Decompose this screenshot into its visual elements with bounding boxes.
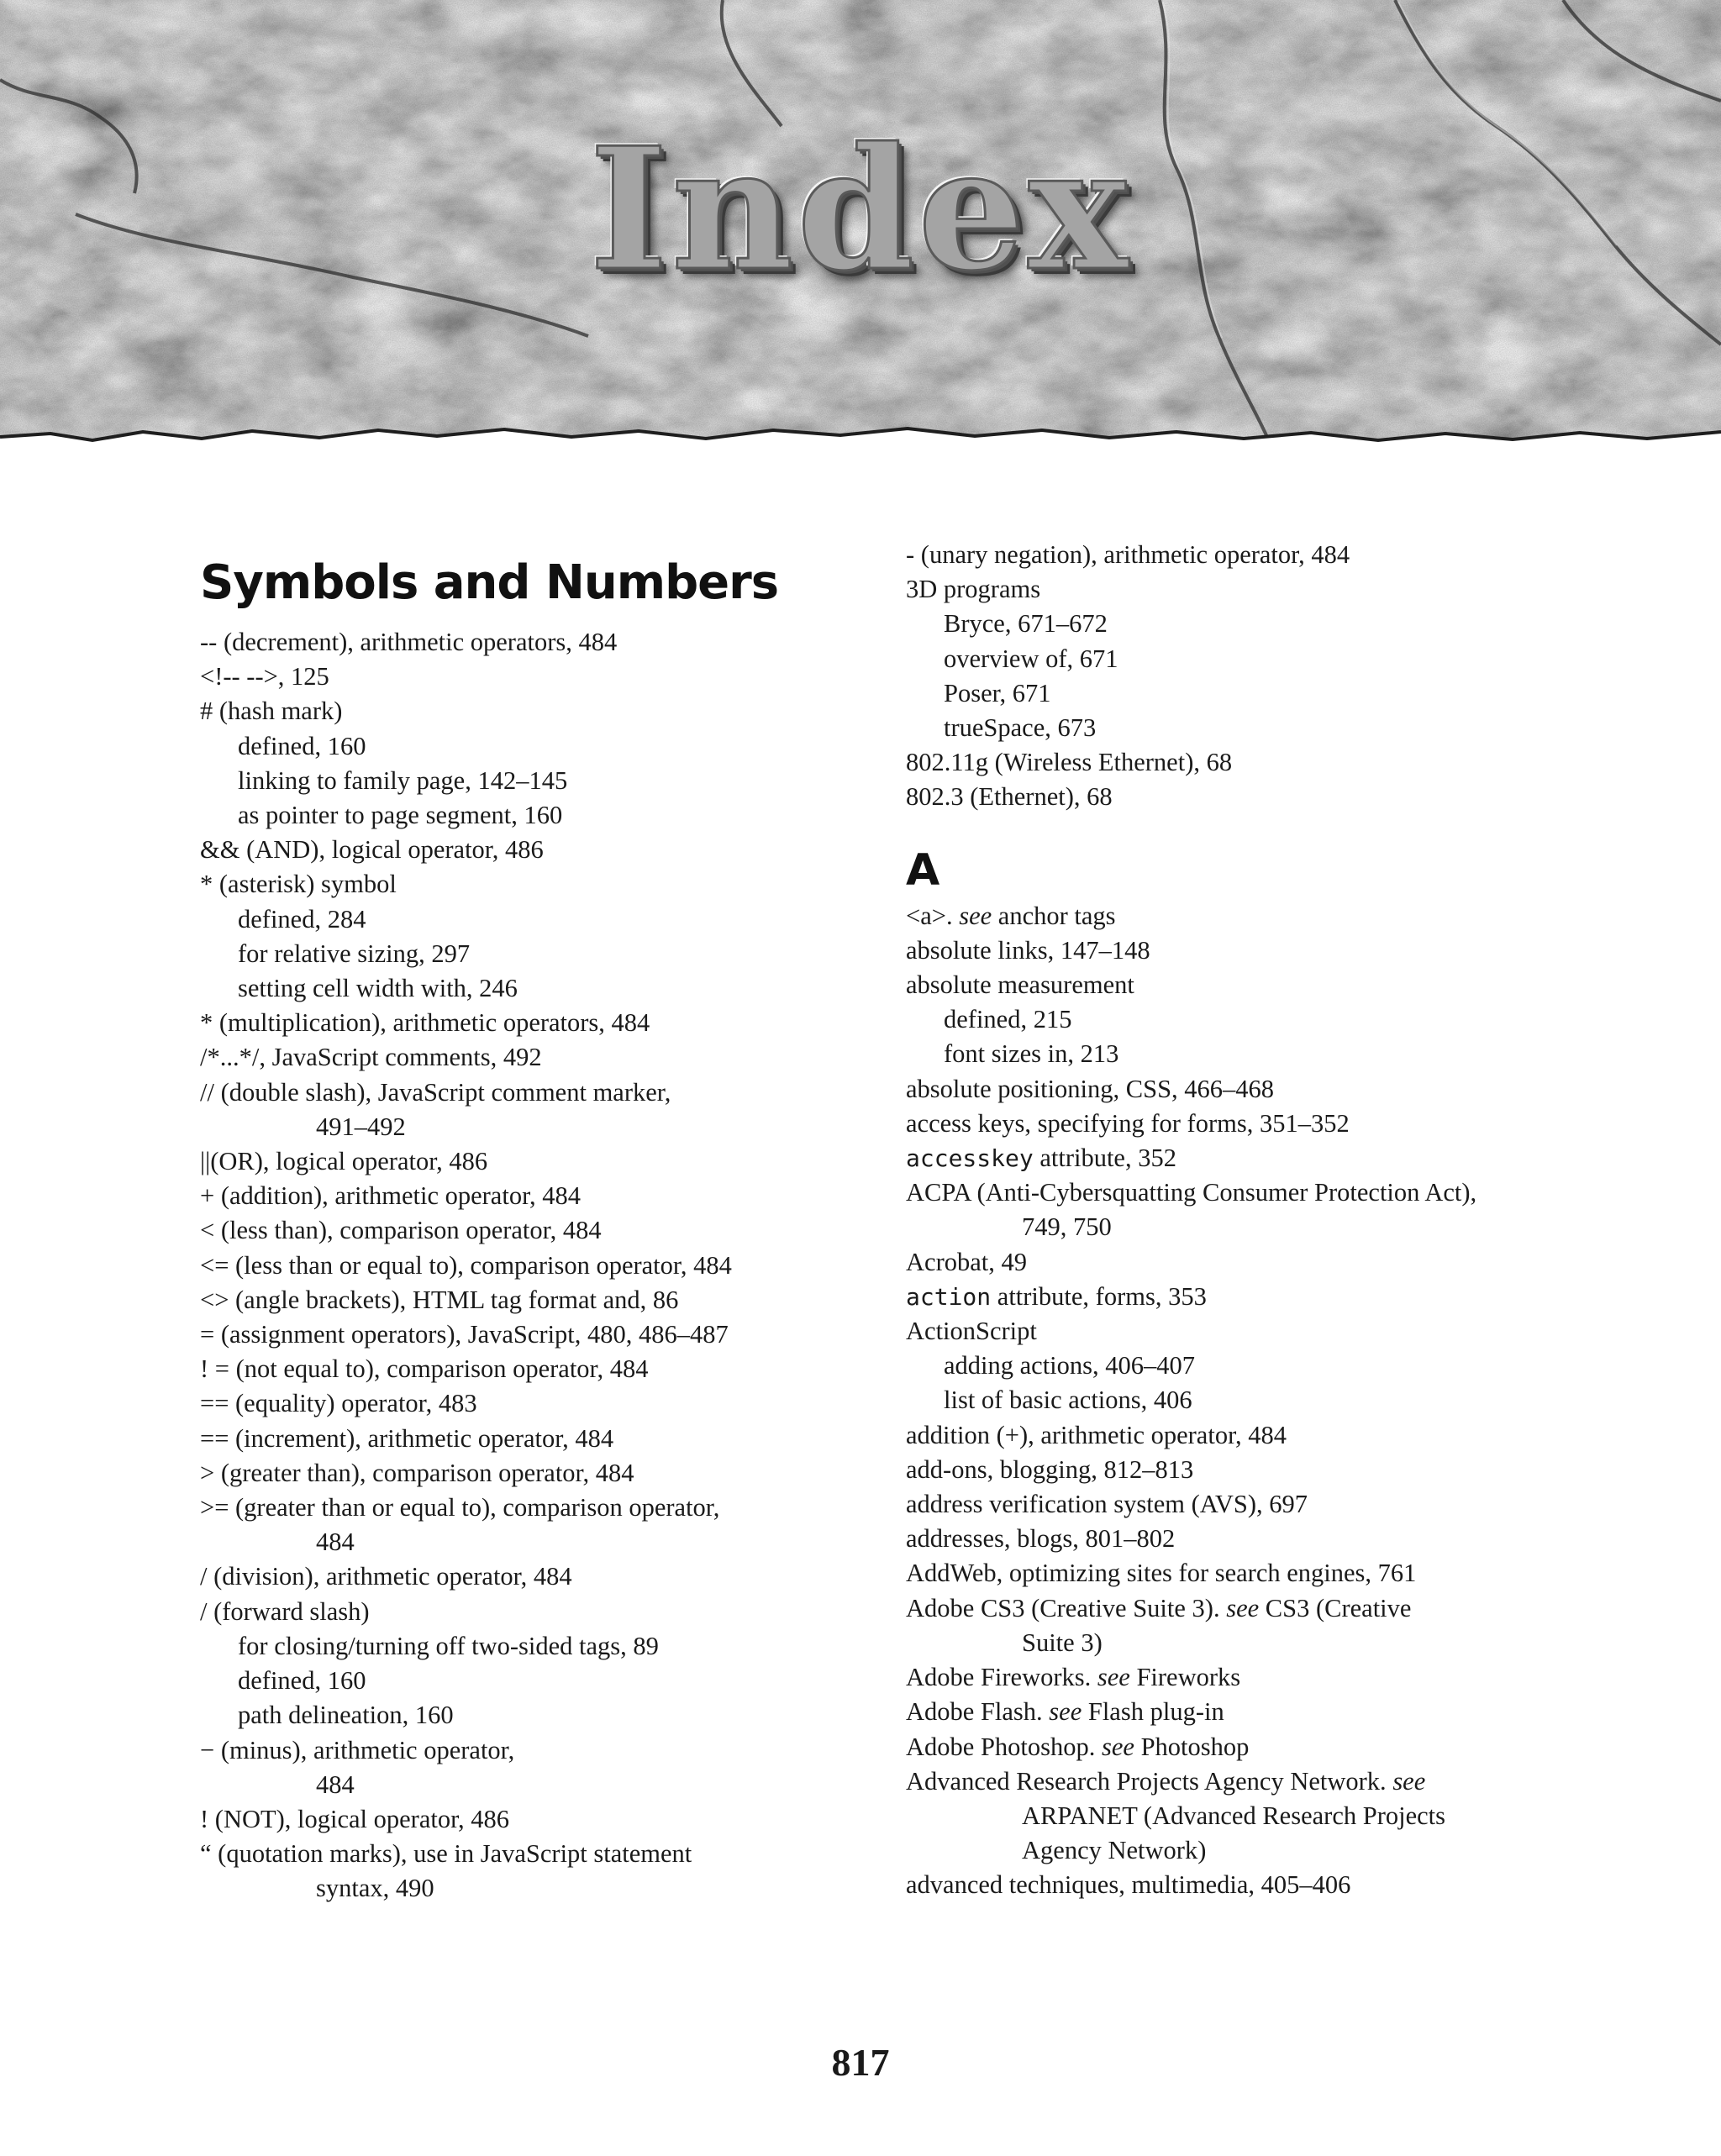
index-entry: < (less than), comparison operator, 484 bbox=[200, 1216, 602, 1245]
entry-text: attribute, 352 bbox=[1033, 1144, 1176, 1173]
index-entry: 3D programs bbox=[906, 575, 1041, 604]
index-entry: absolute links, 147–148 bbox=[906, 935, 1150, 965]
see-reference: see bbox=[1049, 1697, 1082, 1727]
section-heading-symbols: Symbols and Numbers bbox=[200, 555, 779, 610]
index-entry: / (forward slash) bbox=[200, 1596, 370, 1626]
index-entry: ACPA (Anti-Cybersquatting Consumer Protection Act), bbox=[906, 1178, 1477, 1207]
index-entry bbox=[906, 1141, 1578, 1175]
index-entry: = (assignment operators), JavaScript, 480, 486–487 bbox=[200, 1320, 729, 1349]
index-entry: == (equality) operator, 483 bbox=[200, 1389, 477, 1418]
index-entry: == (increment), arithmetic operator, 484 bbox=[200, 1423, 614, 1453]
index-subentry: overview of, 671 bbox=[944, 644, 1118, 673]
index-entry: addition (+), arithmetic operator, 484 bbox=[906, 1420, 1287, 1449]
index-entry: addresses, blogs, 801–802 bbox=[906, 1524, 1176, 1554]
index-subentry: for closing/turning off two-sided tags, 89 bbox=[238, 1631, 659, 1660]
index-subentry: trueSpace, 673 bbox=[944, 713, 1097, 743]
page-number: 817 bbox=[831, 2041, 890, 2084]
entry-text: Photoshop bbox=[1140, 1732, 1250, 1761]
index-entry: ActionScript bbox=[906, 1317, 1037, 1346]
index-entry: ! = (not equal to), comparison operator, 484 bbox=[200, 1354, 649, 1384]
index-entry: absolute positioning, CSS, 466–468 bbox=[906, 1074, 1275, 1103]
index-entry: address verification system (AVS), 697 bbox=[906, 1490, 1308, 1519]
entry-text: Adobe Photoshop. bbox=[906, 1732, 1096, 1761]
index-entry: ||(OR), logical operator, 486 bbox=[200, 1147, 488, 1176]
index-entry: add-ons, blogging, 812–813 bbox=[906, 1454, 1194, 1484]
section-heading-a: A bbox=[906, 844, 940, 896]
index-entry: > (greater than), comparison operator, 484 bbox=[200, 1458, 634, 1487]
see-reference: see bbox=[1102, 1732, 1134, 1761]
code-text: action bbox=[906, 1282, 992, 1311]
index-entry: − (minus), arithmetic operator, bbox=[200, 1735, 515, 1764]
entry-text: Adobe Fireworks. bbox=[906, 1663, 1092, 1692]
index-entry: * (asterisk) symbol bbox=[200, 870, 397, 899]
index-entry-continuation: 484 bbox=[316, 1528, 355, 1557]
index-subentry: adding actions, 406–407 bbox=[944, 1351, 1196, 1380]
entry-text: Advanced Research Projects Agency Network. bbox=[906, 1766, 1387, 1796]
index-entry: 802.11g (Wireless Ethernet), 68 bbox=[906, 748, 1233, 777]
index-entry: -- (decrement), arithmetic operators, 484 bbox=[200, 628, 618, 656]
index-entry bbox=[906, 1280, 1578, 1314]
index-entry: <!-- -->, 125 bbox=[200, 662, 329, 691]
index-subentry: for relative sizing, 297 bbox=[238, 939, 471, 968]
see-reference: see bbox=[1392, 1766, 1426, 1796]
index-entry bbox=[906, 1764, 1578, 1799]
entry-text: Adobe Flash. bbox=[906, 1697, 1043, 1727]
index-entry-continuation: 749, 750 bbox=[1022, 1212, 1112, 1242]
entry-text: CS3 (Creative bbox=[1265, 1593, 1412, 1622]
index-entry-continuation: Suite 3) bbox=[1022, 1628, 1103, 1657]
index-entry-continuation: Agency Network) bbox=[1022, 1836, 1207, 1865]
index-entry: Acrobat, 49 bbox=[906, 1247, 1027, 1276]
index-entry: /*...*/, JavaScript comments, 492 bbox=[200, 1043, 542, 1072]
index-entry: 802.3 (Ethernet), 68 bbox=[906, 782, 1113, 812]
index-entry: advanced techniques, multimedia, 405–406 bbox=[906, 1870, 1351, 1900]
index-subentry: Poser, 671 bbox=[944, 678, 1051, 707]
entry-text: Fireworks bbox=[1136, 1663, 1241, 1692]
index-entry: // (double slash), JavaScript comment marker, bbox=[200, 1077, 671, 1107]
index-subentry: as pointer to page segment, 160 bbox=[238, 801, 563, 830]
index-entry: + (addition), arithmetic operator, 484 bbox=[200, 1181, 582, 1211]
see-reference: see bbox=[1097, 1663, 1130, 1692]
page-title: Index bbox=[589, 111, 1132, 308]
code-text: <a>. bbox=[906, 901, 953, 930]
index-entry bbox=[906, 1730, 1578, 1764]
index-entry: AddWeb, optimizing sites for search engines, 761 bbox=[906, 1559, 1417, 1588]
index-subentry: linking to family page, 142–145 bbox=[238, 765, 568, 795]
entry-text: Flash plug-in bbox=[1087, 1697, 1224, 1727]
index-subentry: setting cell width with, 246 bbox=[238, 974, 518, 1003]
see-reference: see bbox=[1226, 1593, 1260, 1622]
index-entry: ! (NOT), logical operator, 486 bbox=[200, 1804, 510, 1833]
index-entry: # (hash mark) bbox=[200, 697, 343, 726]
index-entry-continuation: 491–492 bbox=[316, 1112, 406, 1141]
index-entry: * (multiplication), arithmetic operators, 484 bbox=[200, 1008, 650, 1038]
index-entry bbox=[906, 1695, 1578, 1729]
index-subentry: defined, 160 bbox=[238, 1666, 366, 1696]
index-entry: - (unary negation), arithmetic operator, 484 bbox=[906, 540, 1350, 569]
index-entry bbox=[906, 1591, 1578, 1626]
index-subentry: font sizes in, 213 bbox=[944, 1039, 1119, 1069]
stone-banner bbox=[0, 0, 1721, 454]
index-column-right bbox=[906, 538, 1578, 1903]
index-entry: absolute measurement bbox=[906, 970, 1134, 1000]
index-entry bbox=[906, 1660, 1578, 1695]
code-text: accesskey bbox=[906, 1144, 1034, 1173]
see-reference: see bbox=[959, 901, 992, 930]
index-entry: / (division), arithmetic operator, 484 bbox=[200, 1562, 572, 1591]
entry-text: Adobe CS3 (Creative Suite 3). bbox=[906, 1593, 1220, 1622]
index-entry: >= (greater than or equal to), comparison operator, bbox=[200, 1493, 720, 1522]
index-entry-continuation: 484 bbox=[316, 1769, 355, 1799]
index-entry: access keys, specifying for forms, 351–352 bbox=[906, 1108, 1350, 1138]
index-subentry: Bryce, 671–672 bbox=[944, 609, 1108, 639]
index-entry: <> (angle brackets), HTML tag format and, 86 bbox=[200, 1285, 679, 1314]
index-subentry: defined, 284 bbox=[238, 904, 366, 933]
index-subentry: defined, 160 bbox=[238, 731, 366, 760]
index-entry-continuation: ARPANET (Advanced Research Projects bbox=[1022, 1801, 1445, 1830]
index-entry-continuation: syntax, 490 bbox=[316, 1874, 434, 1903]
index-entry bbox=[906, 899, 1578, 933]
index-column-left bbox=[200, 538, 872, 1906]
entry-text: attribute, forms, 353 bbox=[991, 1281, 1207, 1311]
entry-text: anchor tags bbox=[997, 901, 1116, 930]
index-subentry: list of basic actions, 406 bbox=[944, 1386, 1192, 1415]
index-entry: && (AND), logical operator, 486 bbox=[200, 835, 544, 865]
index-subentry: defined, 215 bbox=[944, 1005, 1072, 1034]
index-entry: “ (quotation marks), use in JavaScript statement bbox=[200, 1839, 692, 1869]
index-subentry: path delineation, 160 bbox=[238, 1701, 454, 1730]
index-entry: <= (less than or equal to), comparison operator, 484 bbox=[200, 1250, 732, 1280]
